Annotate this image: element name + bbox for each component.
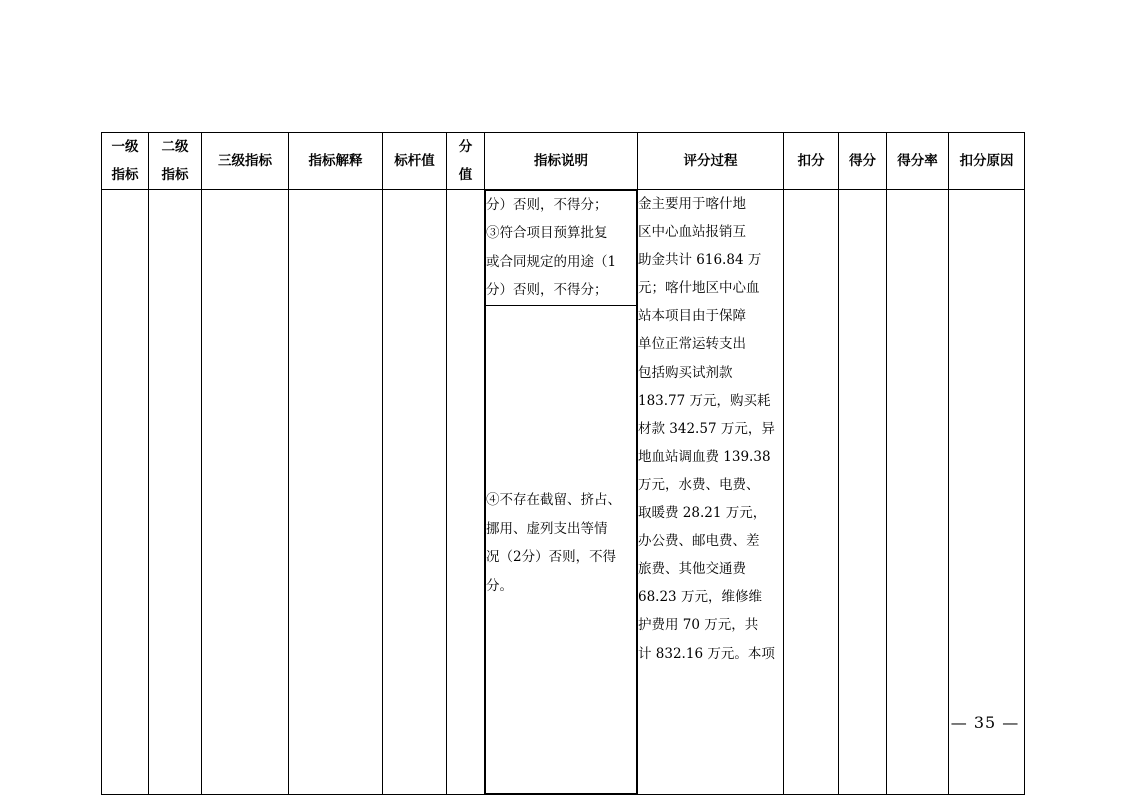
evaluation-table <box>101 132 1025 795</box>
cell-level1-indicator <box>102 190 149 795</box>
cell-scoring-process: 金主要用于喀什地 区中心血站报销互 助金共计 616.84 万 元；喀什地区中心血 站本项目由于保障 单位正常运转支出 包括购买试剂款 183.77 万元，购买耗 材款 342.57 万元，异 地血站调血费 139.38 万元，水费、电费、 取暖费 28.21 万元， 办公费、邮电费、差 旅费、其他交通费 68.23 万元，维修维 护费用 70 万元，共 计 832.16 万元。本项 <box>638 190 784 795</box>
header-score-rate: 得分率 <box>887 133 949 190</box>
cell-indicator-explanation <box>289 190 383 795</box>
table-row <box>102 190 1025 795</box>
description-bottom-block: ④不存在截留、挤占、 挪用、虚列支出等情 况（2分）否则，不得 分。 <box>486 305 637 793</box>
header-indicator-explanation: 指标解释 <box>289 133 383 190</box>
description-top-block: 分）否则，不得分； ③符合项目预算批复 或合同规定的用途（1 分）否则，不得分； <box>486 191 637 306</box>
cell-deduction-reason <box>949 190 1025 795</box>
cell-score-rate <box>887 190 949 795</box>
header-score: 得分 <box>839 133 887 190</box>
description-subtable <box>485 190 637 794</box>
cell-level2-indicator <box>149 190 202 795</box>
header-indicator-description: 指标说明 <box>485 133 638 190</box>
header-row <box>102 133 1025 190</box>
cell-benchmark-value <box>383 190 447 795</box>
header-deduction: 扣分 <box>784 133 839 190</box>
cell-indicator-description <box>485 190 638 795</box>
cell-deduction <box>784 190 839 795</box>
header-deduction-reason: 扣分原因 <box>949 133 1025 190</box>
cell-score <box>839 190 887 795</box>
header-score-value: 分 值 <box>447 133 485 190</box>
header-scoring-process: 评分过程 <box>638 133 784 190</box>
page-number: — 35 — <box>950 713 1020 732</box>
cell-level3-indicator <box>202 190 289 795</box>
header-level1-indicator: 一级 指标 <box>102 133 149 190</box>
header-benchmark-value: 标杆值 <box>383 133 447 190</box>
header-level2-indicator: 二级 指标 <box>149 133 202 190</box>
cell-score-value <box>447 190 485 795</box>
header-level3-indicator: 三级指标 <box>202 133 289 190</box>
